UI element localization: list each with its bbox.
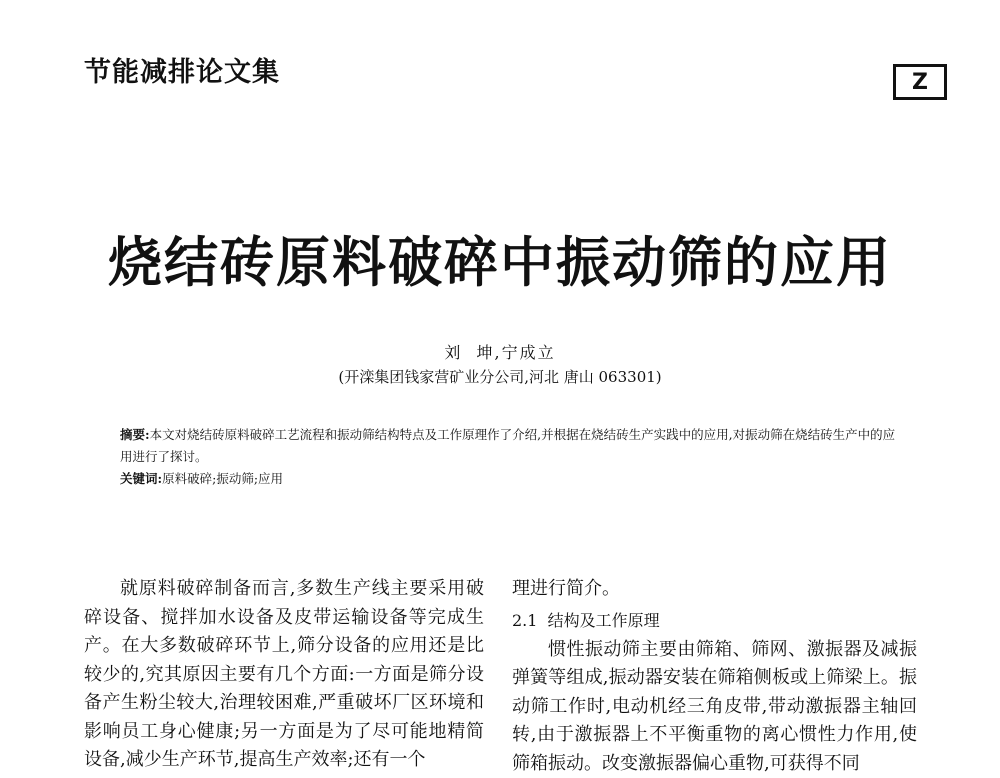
abstract — [120, 424, 900, 468]
paper-affiliation: (开滦集团钱家营矿业分公司,河北 唐山 063301) — [0, 366, 1000, 387]
series-title: 节能减排论文集 — [84, 50, 280, 89]
journal-logo — [893, 64, 947, 100]
abstract-text: 本文对烧结砖原料破碎工艺流程和振动筛结构特点及工作原理作了介绍,并根据在烧结砖生产实践中的应用,对振动筛在烧结砖生产中的应用进行了探讨。 — [120, 427, 895, 464]
keywords — [120, 468, 900, 490]
section-heading: 2.1 结构及工作原理 — [512, 608, 917, 634]
abstract-block — [120, 424, 900, 490]
paper-authors: 刘 坤,宁成立 — [0, 340, 1000, 363]
body-right-column — [512, 575, 917, 778]
abstract-label: 摘要: — [120, 427, 150, 442]
body-paragraph-continued: 理进行简介。 — [512, 575, 917, 604]
keywords-text: 原料破碎;振动筛;应用 — [162, 471, 283, 486]
body-paragraph: 惯性振动筛主要由筛箱、筛网、激振器及减振弹簧等组成,振动器安装在筛箱侧板或上筛梁上。振动筛工作时,电动机经三角皮带,带动激振器主轴回转,由于激振器上不平衡重物的离心惯性力作用,使筛箱振动。改变激振器偏心重物,可获得不同 — [512, 636, 917, 778]
body-paragraph: 就原料破碎制备而言,多数生产线主要采用破碎设备、搅拌加水设备及皮带运输设备等完成生产。在大多数破碎环节上,筛分设备的应用还是比较少的,究其原因主要有几个方面:一方面是筛分设备产生粉尘较大,治理较困难,严重破坏厂区环境和影响员工身心健康;另一方面是为了尽可能地精简设备,减少生产环节,提高生产效率;还有一个 — [84, 575, 484, 775]
paper-title: 烧结砖原料破碎中振动筛的应用 — [0, 220, 1000, 297]
logo-text: Z — [912, 70, 928, 95]
body-left-column — [84, 575, 484, 775]
keywords-label: 关键词: — [120, 471, 162, 486]
